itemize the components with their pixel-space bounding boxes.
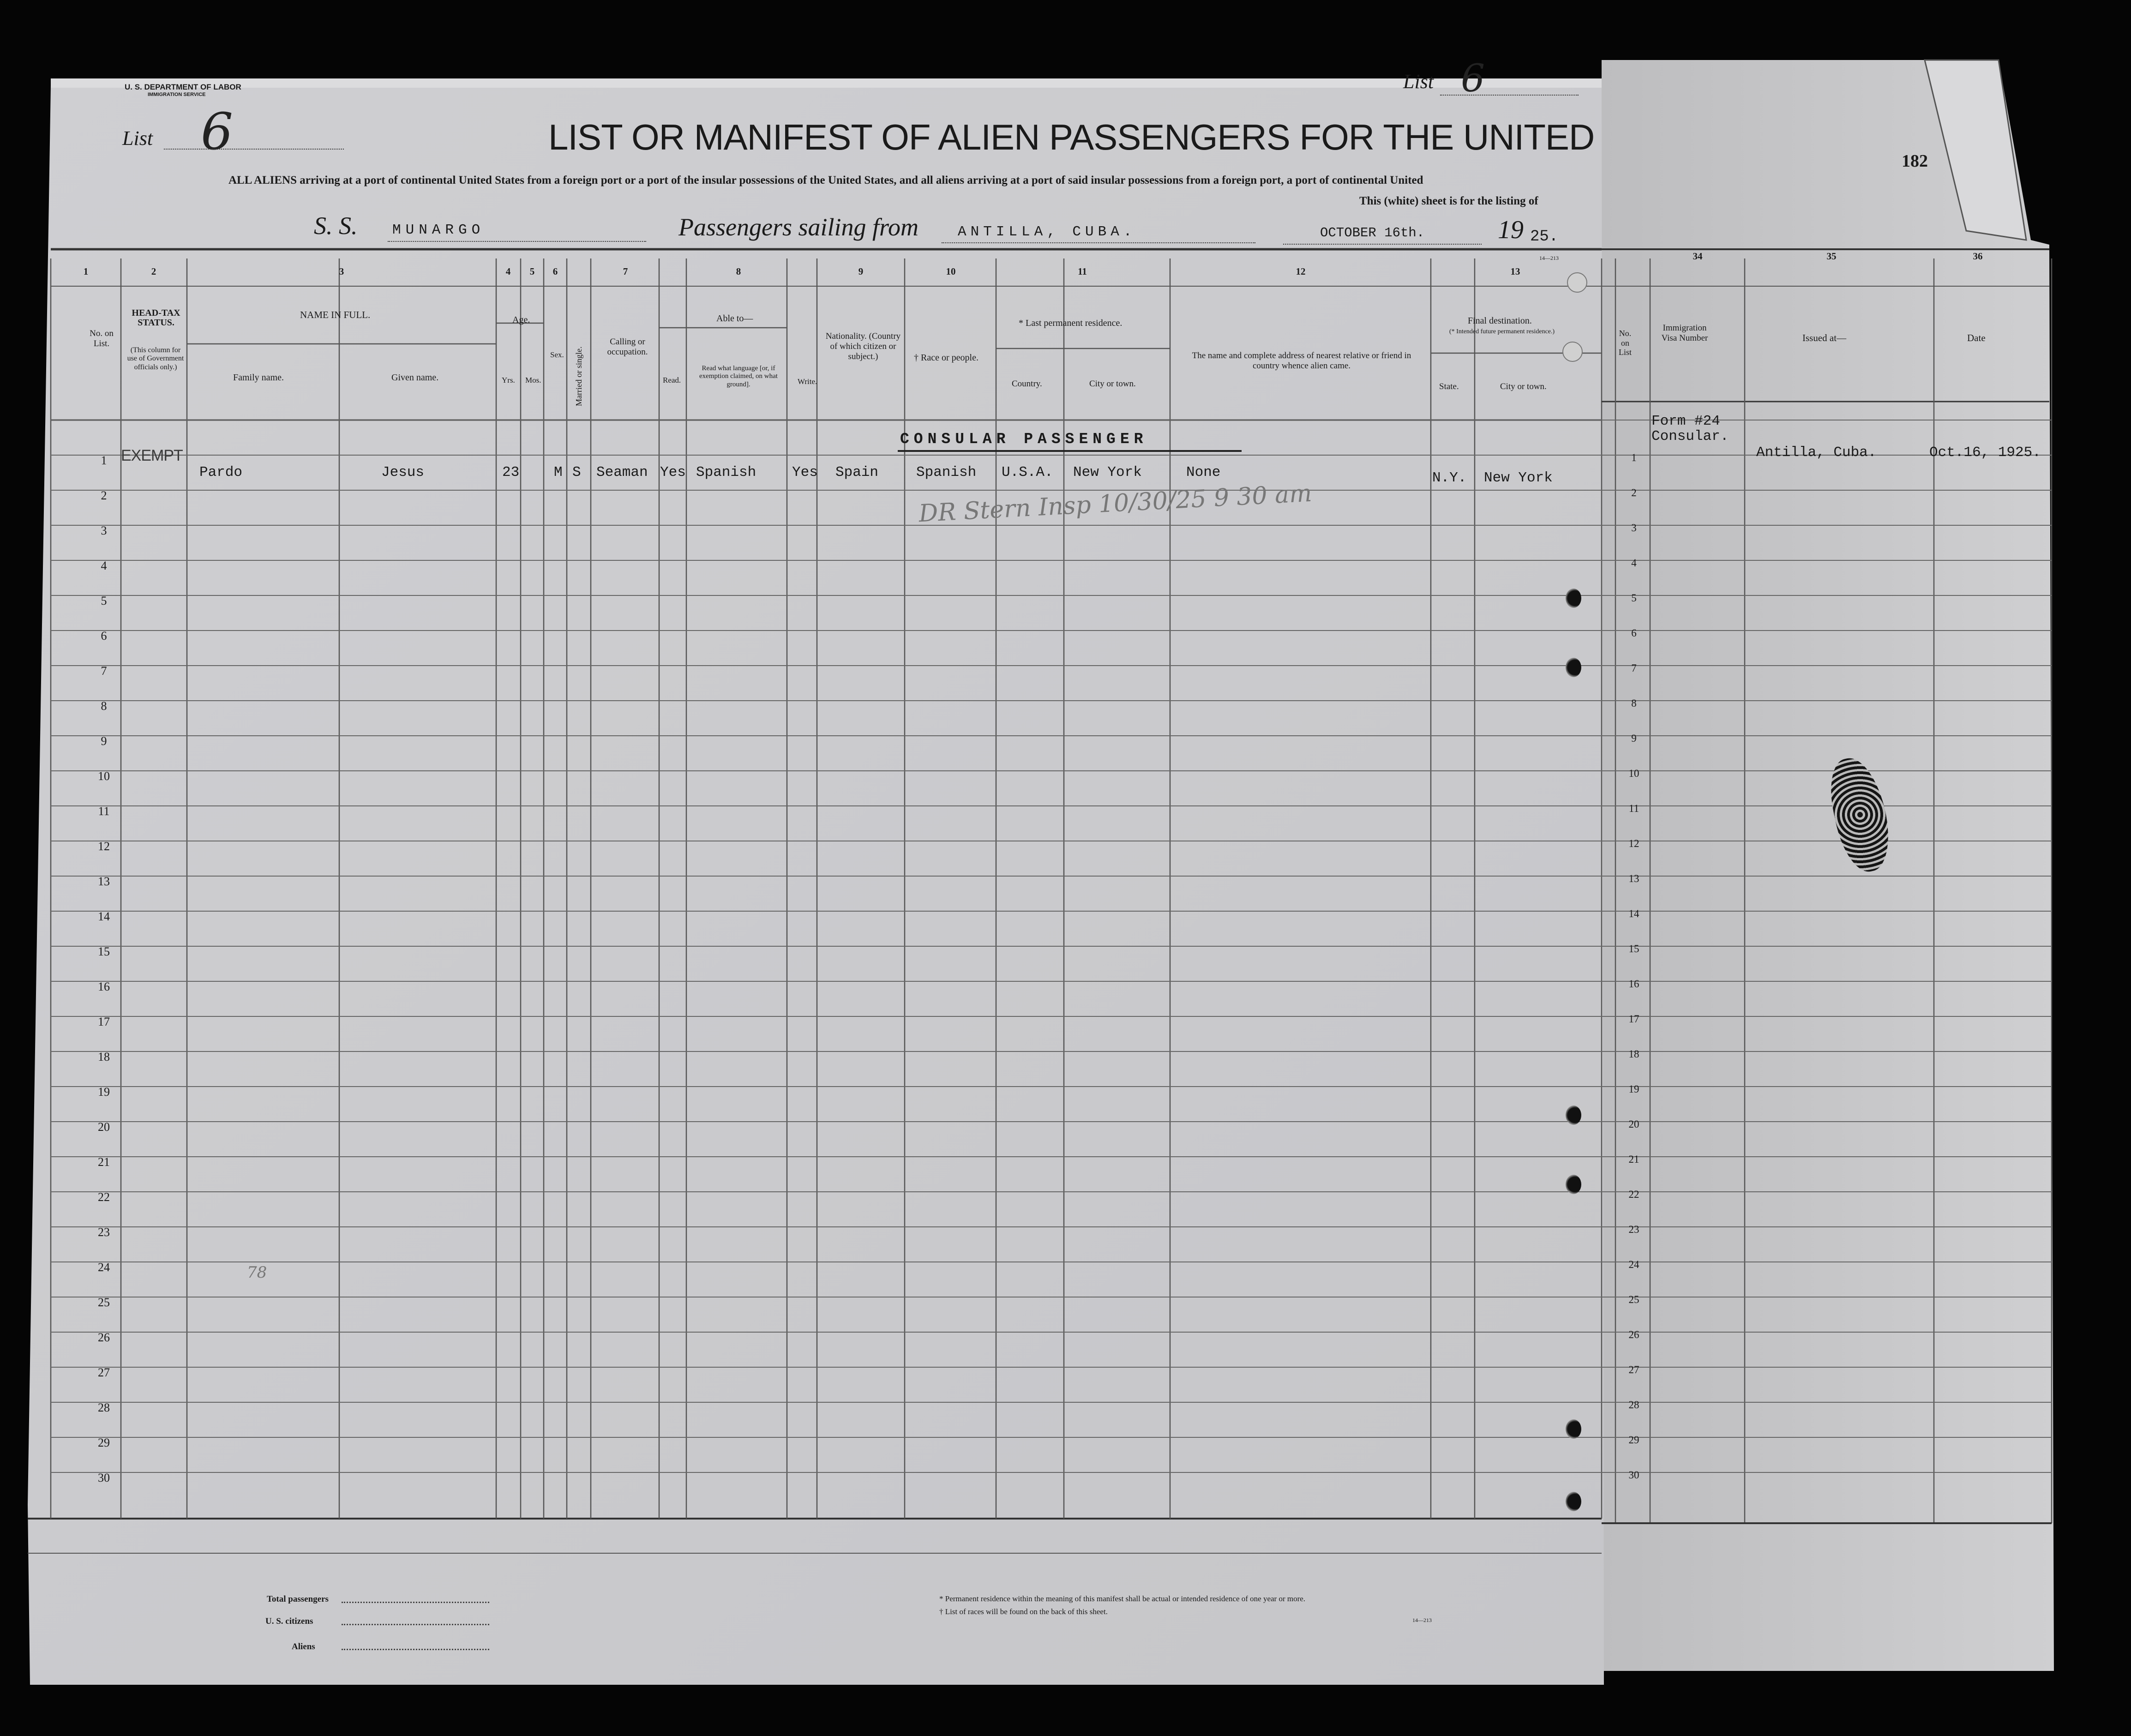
right-row-number: 17 bbox=[1628, 1013, 1639, 1025]
row-number: 3 bbox=[101, 524, 107, 537]
right-row-number: 15 bbox=[1628, 943, 1639, 955]
row-number: 16 bbox=[98, 980, 110, 993]
right-row-number: 24 bbox=[1628, 1259, 1639, 1270]
row-number: 27 bbox=[98, 1366, 110, 1379]
row-number: 19 bbox=[98, 1085, 110, 1099]
visa-issued-at: Antilla, Cuba. bbox=[1756, 445, 1877, 461]
column-number: 1 bbox=[83, 266, 89, 277]
right-row-number: 18 bbox=[1628, 1048, 1639, 1060]
right-column-number: 35 bbox=[1826, 251, 1837, 262]
right-row-number: 30 bbox=[1628, 1469, 1639, 1481]
column-number: 7 bbox=[623, 266, 628, 277]
passenger-race: Spanish bbox=[916, 464, 977, 481]
column-number: 9 bbox=[858, 266, 864, 277]
right-row-number: 22 bbox=[1628, 1189, 1639, 1200]
passenger-dest-city: New York bbox=[1484, 470, 1553, 486]
footer-form-code: 14—213 bbox=[1412, 1617, 1432, 1623]
footer-rule-aliens bbox=[342, 1649, 489, 1650]
row-number: 9 bbox=[101, 734, 107, 748]
manifest-title: LIST OR MANIFEST OF ALIEN PASSENGERS FOR THE UNITED bbox=[548, 117, 1595, 157]
right-row-number: 6 bbox=[1631, 627, 1637, 639]
row-number: 20 bbox=[98, 1120, 110, 1134]
col-race: † Race or people. bbox=[914, 353, 978, 363]
binder-hole bbox=[1566, 1175, 1581, 1194]
date-rule bbox=[1283, 244, 1482, 245]
right-row-number: 14 bbox=[1628, 908, 1639, 919]
consular-banner-underline bbox=[898, 450, 1242, 452]
port-of-departure: ANTILLA, CUBA. bbox=[958, 224, 1136, 240]
passenger-dest-state: N.Y. bbox=[1432, 470, 1467, 486]
passenger-nearest-relative: None bbox=[1186, 464, 1221, 481]
list-label: List bbox=[122, 127, 153, 150]
passenger-given-name: Jesus bbox=[381, 464, 425, 481]
column-number: 4 bbox=[505, 266, 511, 277]
row-number: 4 bbox=[101, 559, 107, 572]
footer-aliens: Aliens bbox=[292, 1642, 315, 1652]
right-row-number: 2 bbox=[1631, 487, 1637, 499]
right-row-number: 12 bbox=[1628, 838, 1639, 849]
row-number: 22 bbox=[98, 1190, 110, 1204]
department-label: U. S. DEPARTMENT OF LABOR bbox=[125, 83, 241, 91]
row-number: 28 bbox=[98, 1401, 110, 1414]
binder-hole bbox=[1566, 1419, 1581, 1439]
col-nearest-relative: The name and complete address of nearest relative or friend in country whence alien came. bbox=[1192, 351, 1411, 371]
col-age: Age. bbox=[512, 315, 530, 325]
right-column-number: 36 bbox=[1973, 251, 1983, 262]
col-write: Write. bbox=[798, 377, 817, 386]
column-number: 6 bbox=[552, 266, 558, 277]
right-row-number: 23 bbox=[1628, 1224, 1639, 1235]
column-number: 10 bbox=[946, 266, 956, 277]
right-row-number: 9 bbox=[1631, 733, 1637, 744]
column-number: 3 bbox=[339, 266, 344, 277]
list-number-rule bbox=[164, 149, 344, 150]
col-nationality: Nationality. (Country of which citizen or subject.) bbox=[825, 331, 901, 361]
row-number: 23 bbox=[98, 1225, 110, 1239]
instructions-line-1: ALL ALIENS arriving at a port of continental United States from a foreign port or a port of the insular possessions of the United States, and all aliens arriving at a port of said insular possessions from a foreign port, a port of continental United bbox=[228, 174, 1423, 186]
right-row-number: 10 bbox=[1628, 768, 1639, 779]
visa-date: Oct.16, 1925. bbox=[1929, 445, 2041, 461]
col-given-name: Given name. bbox=[391, 372, 439, 383]
instructions-line-2: This (white) sheet is for the listing of bbox=[1359, 195, 1538, 207]
row-number: 6 bbox=[101, 629, 107, 643]
row-number: 25 bbox=[98, 1296, 110, 1309]
column-number: 12 bbox=[1296, 266, 1306, 277]
row-number: 26 bbox=[98, 1331, 110, 1344]
right-row-number: 5 bbox=[1631, 592, 1637, 604]
col-final-destination-note: (* Intended future permanent residence.) bbox=[1449, 328, 1555, 335]
col-head-tax: HEAD-TAX STATUS. bbox=[132, 308, 180, 328]
right-col-issued-at: Issued at— bbox=[1802, 332, 1847, 343]
row-number: 17 bbox=[98, 1015, 110, 1028]
right-row-number: 13 bbox=[1628, 873, 1639, 884]
row-number: 2 bbox=[101, 489, 107, 502]
row-number: 13 bbox=[98, 875, 110, 888]
right-col-visa-number: Immigration Visa Number bbox=[1661, 323, 1708, 343]
row-number: 21 bbox=[98, 1155, 110, 1169]
port-rule bbox=[942, 242, 1255, 243]
ship-name-rule bbox=[388, 241, 646, 242]
right-row-number: 16 bbox=[1628, 978, 1639, 990]
binder-ring-mark bbox=[1562, 342, 1583, 362]
binder-hole bbox=[1566, 589, 1581, 608]
consular-passenger-banner: CONSULAR PASSENGER bbox=[900, 431, 1148, 448]
row-number: 5 bbox=[101, 594, 107, 607]
sailing-from-label: Passengers sailing from bbox=[678, 213, 919, 241]
right-col-date: Date bbox=[1967, 332, 1986, 343]
column-number: 8 bbox=[736, 266, 741, 277]
column-number: 13 bbox=[1510, 266, 1520, 277]
col-dest-city-town: City or town. bbox=[1500, 382, 1547, 391]
passenger-city: New York bbox=[1073, 464, 1142, 481]
binder-ring-mark bbox=[1567, 272, 1587, 293]
service-label: IMMIGRATION SERVICE bbox=[148, 92, 206, 97]
right-row-number: 11 bbox=[1628, 803, 1639, 814]
binder-hole bbox=[1566, 658, 1581, 677]
passenger-language: Spanish bbox=[696, 464, 756, 481]
binder-hole bbox=[1566, 1105, 1581, 1125]
passenger-nationality: Spain bbox=[835, 464, 879, 481]
col-read: Read. bbox=[663, 376, 681, 384]
right-row-number: 19 bbox=[1628, 1083, 1639, 1095]
right-row-number: 27 bbox=[1628, 1364, 1639, 1376]
right-row-number: 21 bbox=[1628, 1153, 1639, 1165]
right-row-number: 29 bbox=[1628, 1434, 1639, 1446]
row-number: 15 bbox=[98, 945, 110, 958]
row-number: 10 bbox=[98, 769, 110, 783]
year-suffix: 25. bbox=[1530, 228, 1559, 246]
inspector-pencil-note: DR Stern Insp 10/30/25 9 30 am bbox=[918, 479, 1313, 528]
row-number: 8 bbox=[101, 699, 107, 713]
list-number-right: 6 bbox=[1461, 57, 1485, 101]
col-country: Country. bbox=[1012, 379, 1042, 389]
row-number: 29 bbox=[98, 1436, 110, 1449]
form-code-top: 14—213 bbox=[1539, 255, 1559, 261]
row-number: 7 bbox=[101, 664, 107, 678]
passenger-occupation: Seaman bbox=[596, 464, 648, 481]
pencil-mark-78: 78 bbox=[247, 1263, 267, 1282]
list-right-rule bbox=[1440, 95, 1579, 96]
column-number: 11 bbox=[1078, 266, 1087, 277]
footer-rule-total bbox=[342, 1602, 489, 1603]
column-number: 5 bbox=[529, 266, 535, 277]
sailing-date: OCTOBER 16th. bbox=[1320, 225, 1425, 240]
right-row-number: 3 bbox=[1631, 522, 1637, 534]
col-no-on-list: No. on List. bbox=[90, 329, 114, 348]
col-final-destination: Final destination. bbox=[1468, 316, 1532, 326]
col-mos: Mos. bbox=[525, 376, 541, 384]
head-tax-stamp: EXEMPT bbox=[121, 447, 183, 464]
fingerprint-smudge bbox=[1823, 753, 1897, 876]
right-row-number: 1 bbox=[1631, 452, 1637, 463]
binder-hole bbox=[1566, 1492, 1581, 1511]
passenger-age-years: 23 bbox=[502, 464, 520, 481]
year-prefix: 19 bbox=[1498, 216, 1524, 244]
page-number: 182 bbox=[1902, 151, 1928, 171]
passenger-write: Yes bbox=[792, 464, 818, 481]
right-row-number: 26 bbox=[1628, 1329, 1639, 1340]
col-able-to: Able to— bbox=[716, 313, 753, 324]
row-number: 12 bbox=[98, 840, 110, 853]
col-sex: Sex. bbox=[550, 350, 564, 359]
right-column-number: 34 bbox=[1693, 251, 1703, 262]
row-number: 11 bbox=[98, 805, 110, 818]
ss-label: S. S. bbox=[314, 212, 358, 240]
col-read-language: Read what language [or, if exemption claimed, on what ground]. bbox=[699, 365, 778, 388]
list-number: 6 bbox=[201, 102, 233, 161]
footer-residence-note: * Permanent residence within the meaning of this manifest shall be actual or intended residence of one year or more. bbox=[939, 1594, 1306, 1603]
right-row-number: 25 bbox=[1628, 1294, 1639, 1305]
right-row-number: 8 bbox=[1631, 697, 1637, 709]
visa-consular: Consular. bbox=[1651, 428, 1729, 445]
right-row-number: 20 bbox=[1628, 1118, 1639, 1130]
col-married-single: Married or single. bbox=[574, 346, 583, 406]
passenger-family-name: Pardo bbox=[199, 464, 243, 481]
footer-rule-citizens bbox=[342, 1624, 489, 1625]
right-col-no-on-list: No. on List bbox=[1618, 329, 1632, 357]
row-number: 1 bbox=[101, 454, 107, 467]
list-label-right: List bbox=[1403, 70, 1434, 93]
col-name-in-full: NAME IN FULL. bbox=[300, 309, 371, 320]
ship-name: MUNARGO bbox=[392, 222, 485, 238]
row-number: 14 bbox=[98, 910, 110, 923]
column-number: 2 bbox=[151, 266, 156, 277]
col-head-tax-note: (This column for use of Government officials only.) bbox=[127, 346, 184, 371]
col-state: State. bbox=[1439, 382, 1459, 391]
right-row-number: 7 bbox=[1631, 662, 1637, 674]
right-row-number: 28 bbox=[1628, 1399, 1639, 1411]
passenger-sex: M bbox=[554, 464, 563, 481]
footer-us-citizens: U. S. citizens bbox=[265, 1616, 313, 1626]
col-last-residence: * Last permanent residence. bbox=[1019, 318, 1123, 328]
right-row-number: 4 bbox=[1631, 557, 1637, 569]
col-yrs: Yrs. bbox=[502, 376, 515, 384]
footer-races-note: † List of races will be found on the back of this sheet. bbox=[939, 1607, 1108, 1616]
passenger-married-single: S bbox=[572, 464, 581, 481]
col-calling: Calling or occupation. bbox=[607, 337, 648, 357]
passenger-read: Yes bbox=[660, 464, 686, 481]
row-number: 24 bbox=[98, 1261, 110, 1274]
footer-total-passengers: Total passengers bbox=[267, 1594, 329, 1604]
row-number: 18 bbox=[98, 1050, 110, 1063]
col-family-name: Family name. bbox=[233, 372, 284, 383]
row-number: 30 bbox=[98, 1471, 110, 1484]
col-city-town: City or town. bbox=[1089, 379, 1136, 389]
passenger-country: U.S.A. bbox=[1002, 464, 1053, 481]
visa-form-number: Form #24 bbox=[1651, 413, 1720, 429]
